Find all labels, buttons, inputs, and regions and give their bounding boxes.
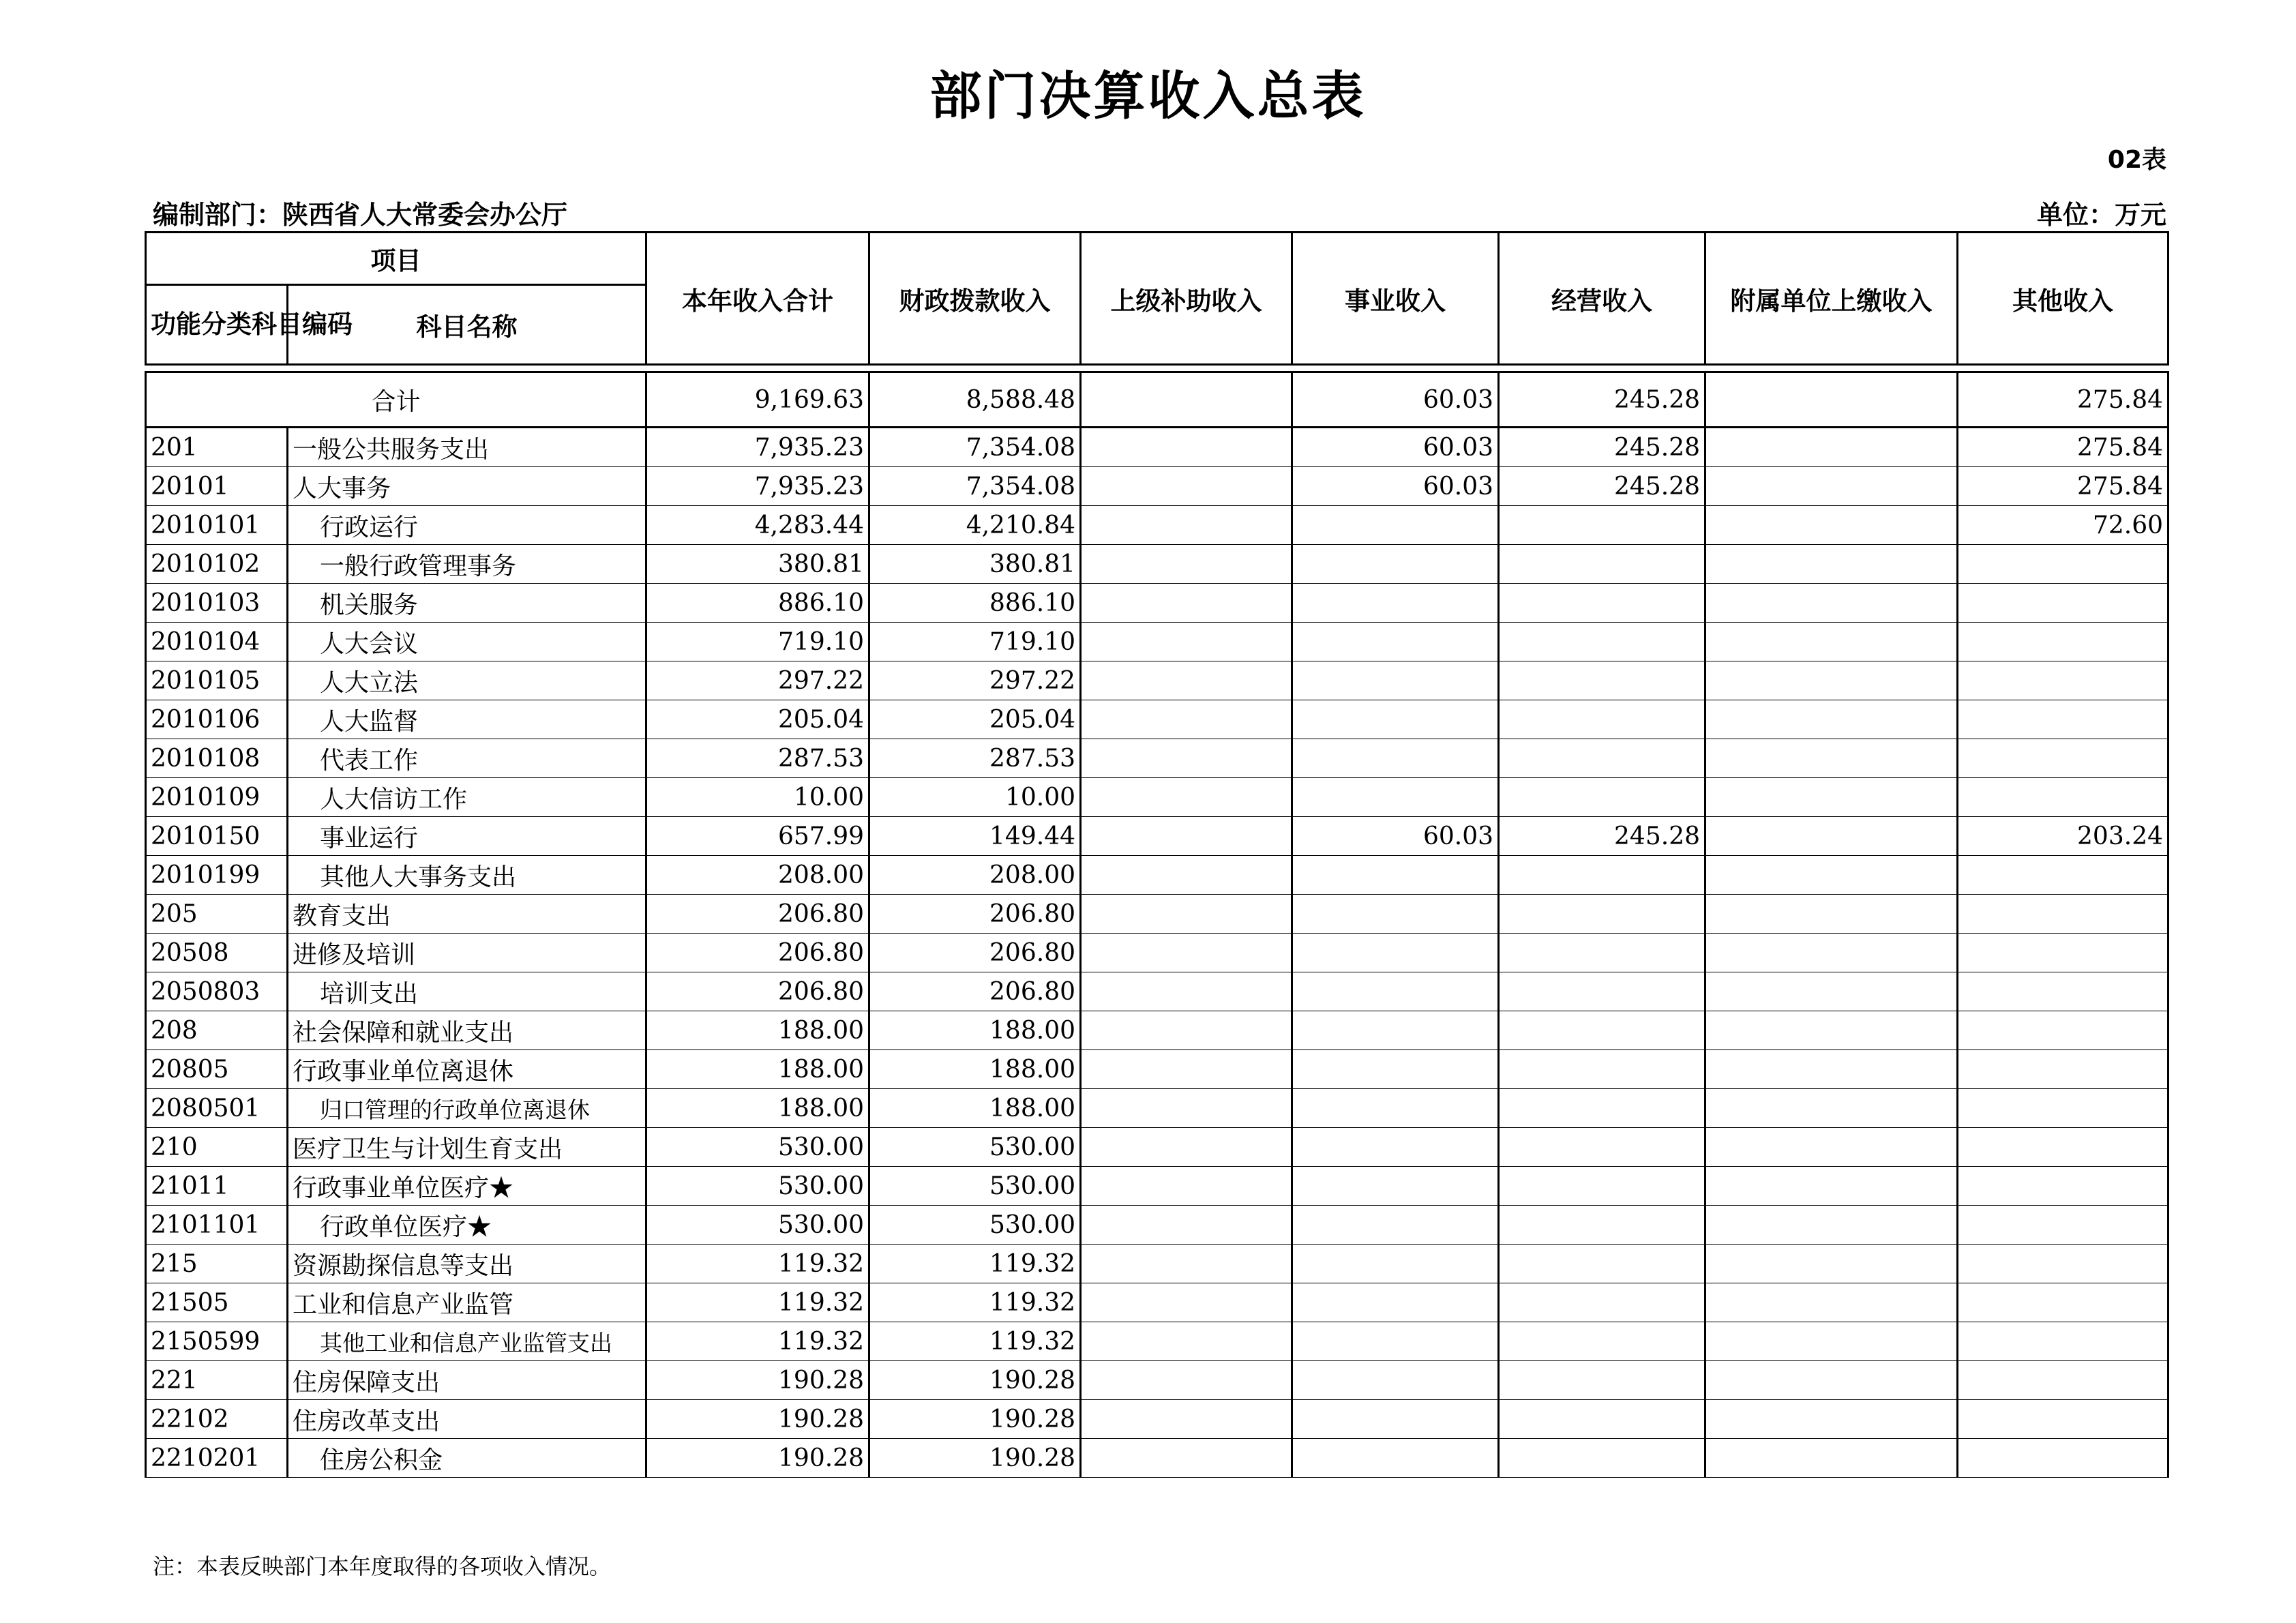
- row-total: 206.80: [646, 972, 869, 1011]
- row-name: 行政运行: [288, 506, 646, 545]
- row-total: 657.99: [646, 817, 869, 856]
- row-affiliated: [1705, 934, 1958, 972]
- row-affiliated: [1705, 1322, 1958, 1361]
- row-code: 201: [146, 428, 288, 467]
- row-affiliated: [1705, 506, 1958, 545]
- row-affiliated: [1705, 700, 1958, 739]
- row-other: [1958, 1400, 2168, 1439]
- row-code: 2080501: [146, 1089, 288, 1128]
- row-name: 人大会议: [288, 623, 646, 661]
- row-business: [1292, 1089, 1499, 1128]
- table-row: [146, 1283, 2168, 1322]
- row-fiscal: 188.00: [869, 1011, 1081, 1050]
- row-code: 22102: [146, 1400, 288, 1439]
- row-business: [1292, 856, 1499, 895]
- table-row: [146, 661, 2168, 700]
- row-code: 208: [146, 1011, 288, 1050]
- row-name: 医疗卫生与计划生育支出: [288, 1128, 646, 1167]
- row-affiliated: [1705, 895, 1958, 934]
- row-code: 2010105: [146, 661, 288, 700]
- row-business: [1292, 545, 1499, 584]
- header-total: 本年收入合计: [646, 233, 869, 365]
- row-affiliated: [1705, 1089, 1958, 1128]
- row-business: [1292, 1011, 1499, 1050]
- row-superior: [1081, 584, 1292, 623]
- row-fiscal: 530.00: [869, 1206, 1081, 1245]
- row-fiscal: 297.22: [869, 661, 1081, 700]
- row-other: [1958, 934, 2168, 972]
- row-operating: [1499, 778, 1705, 817]
- row-name: 人大立法: [288, 661, 646, 700]
- row-code: 2010150: [146, 817, 288, 856]
- row-operating: [1499, 1439, 1705, 1478]
- row-operating: [1499, 934, 1705, 972]
- row-name: 一般行政管理事务: [288, 545, 646, 584]
- row-code: 205: [146, 895, 288, 934]
- row-code: 210: [146, 1128, 288, 1167]
- row-operating: [1499, 1322, 1705, 1361]
- header-row-1: [146, 233, 2168, 285]
- row-other: [1958, 972, 2168, 1011]
- table-row: [146, 506, 2168, 545]
- row-other: [1958, 623, 2168, 661]
- row-code: 2050803: [146, 972, 288, 1011]
- header-other: 其他收入: [1958, 233, 2168, 365]
- row-other: [1958, 1128, 2168, 1167]
- row-affiliated: [1705, 1128, 1958, 1167]
- row-fiscal: 119.32: [869, 1322, 1081, 1361]
- row-superior: [1081, 661, 1292, 700]
- table-row: [146, 1167, 2168, 1206]
- row-superior: [1081, 1050, 1292, 1089]
- row-business: [1292, 739, 1499, 778]
- row-operating: [1499, 1167, 1705, 1206]
- table-row: [146, 1011, 2168, 1050]
- row-superior: [1081, 506, 1292, 545]
- row-other: 275.84: [1958, 467, 2168, 506]
- row-other: 275.84: [1958, 428, 2168, 467]
- row-superior: [1081, 1283, 1292, 1322]
- table-row: [146, 1439, 2168, 1478]
- row-operating: [1499, 1206, 1705, 1245]
- row-name: 行政事业单位离退休: [288, 1050, 646, 1089]
- row-business: [1292, 1206, 1499, 1245]
- header-business: 事业收入: [1292, 233, 1499, 365]
- row-superior: [1081, 1167, 1292, 1206]
- total-affiliated: [1705, 372, 1958, 428]
- row-operating: [1499, 584, 1705, 623]
- row-code: 215: [146, 1245, 288, 1283]
- table-row: [146, 934, 2168, 972]
- row-fiscal: 208.00: [869, 856, 1081, 895]
- row-business: [1292, 584, 1499, 623]
- row-superior: [1081, 1206, 1292, 1245]
- row-superior: [1081, 1361, 1292, 1400]
- row-total: 119.32: [646, 1245, 869, 1283]
- header-name: 科目名称: [288, 285, 646, 365]
- row-other: 203.24: [1958, 817, 2168, 856]
- row-total: 188.00: [646, 1050, 869, 1089]
- row-total: 530.00: [646, 1128, 869, 1167]
- row-name: 其他工业和信息产业监管支出: [288, 1322, 646, 1361]
- department-label: 编制部门：陕西省人大常委会办公厅: [153, 200, 568, 230]
- row-superior: [1081, 1011, 1292, 1050]
- table-row: [146, 1400, 2168, 1439]
- row-code: 2010103: [146, 584, 288, 623]
- row-fiscal: 719.10: [869, 623, 1081, 661]
- row-superior: [1081, 467, 1292, 506]
- row-name: 住房改革支出: [288, 1400, 646, 1439]
- row-code: 2010108: [146, 739, 288, 778]
- row-superior: [1081, 856, 1292, 895]
- row-other: [1958, 700, 2168, 739]
- row-affiliated: [1705, 1361, 1958, 1400]
- total-fiscal: 8,588.48: [869, 372, 1081, 428]
- row-operating: [1499, 1050, 1705, 1089]
- row-other: [1958, 1322, 2168, 1361]
- row-other: [1958, 778, 2168, 817]
- row-business: [1292, 1128, 1499, 1167]
- row-name: 工业和信息产业监管: [288, 1283, 646, 1322]
- spacer-row: [146, 365, 2168, 372]
- row-other: [1958, 739, 2168, 778]
- table-row: [146, 739, 2168, 778]
- row-fiscal: 190.28: [869, 1400, 1081, 1439]
- row-name: 归口管理的行政单位离退休: [288, 1089, 646, 1128]
- row-affiliated: [1705, 467, 1958, 506]
- row-fiscal: 530.00: [869, 1167, 1081, 1206]
- row-fiscal: 530.00: [869, 1128, 1081, 1167]
- table-row: [146, 817, 2168, 856]
- total-business: 60.03: [1292, 372, 1499, 428]
- row-fiscal: 190.28: [869, 1439, 1081, 1478]
- row-name: 一般公共服务支出: [288, 428, 646, 467]
- row-operating: [1499, 623, 1705, 661]
- row-total: 190.28: [646, 1361, 869, 1400]
- row-operating: [1499, 856, 1705, 895]
- row-affiliated: [1705, 1245, 1958, 1283]
- row-business: [1292, 1439, 1499, 1478]
- row-affiliated: [1705, 584, 1958, 623]
- row-business: [1292, 1400, 1499, 1439]
- row-fiscal: 119.32: [869, 1283, 1081, 1322]
- row-superior: [1081, 895, 1292, 934]
- row-affiliated: [1705, 1167, 1958, 1206]
- row-operating: [1499, 661, 1705, 700]
- table-row: [146, 895, 2168, 934]
- row-superior: [1081, 1322, 1292, 1361]
- row-superior: [1081, 545, 1292, 584]
- header-fiscal: 财政拨款收入: [869, 233, 1081, 365]
- row-total: 297.22: [646, 661, 869, 700]
- row-fiscal: 205.04: [869, 700, 1081, 739]
- unit-label: 单位：万元: [2036, 200, 2166, 230]
- total-superior: [1081, 372, 1292, 428]
- row-operating: 245.28: [1499, 467, 1705, 506]
- row-operating: 245.28: [1499, 817, 1705, 856]
- header-operating: 经营收入: [1499, 233, 1705, 365]
- row-superior: [1081, 934, 1292, 972]
- row-fiscal: 7,354.08: [869, 467, 1081, 506]
- row-operating: [1499, 545, 1705, 584]
- row-affiliated: [1705, 1439, 1958, 1478]
- row-operating: [1499, 1361, 1705, 1400]
- row-affiliated: [1705, 778, 1958, 817]
- row-business: [1292, 1322, 1499, 1361]
- row-code: 221: [146, 1361, 288, 1400]
- row-superior: [1081, 817, 1292, 856]
- footnote: 注：本表反映部门本年度取得的各项收入情况。: [153, 1553, 612, 1579]
- row-name: 人大事务: [288, 467, 646, 506]
- row-business: [1292, 700, 1499, 739]
- row-code: 2010199: [146, 856, 288, 895]
- row-name: 资源勘探信息等支出: [288, 1245, 646, 1283]
- row-code: 2210201: [146, 1439, 288, 1478]
- total-row: [146, 372, 2168, 428]
- page-title: 部门决算收入总表: [929, 65, 1367, 126]
- row-fiscal: 10.00: [869, 778, 1081, 817]
- row-affiliated: [1705, 972, 1958, 1011]
- row-code: 2010101: [146, 506, 288, 545]
- row-operating: [1499, 739, 1705, 778]
- row-code: 21011: [146, 1167, 288, 1206]
- row-business: [1292, 1361, 1499, 1400]
- row-business: 60.03: [1292, 428, 1499, 467]
- row-affiliated: [1705, 856, 1958, 895]
- total-operating: 245.28: [1499, 372, 1705, 428]
- row-other: [1958, 1283, 2168, 1322]
- row-total: 188.00: [646, 1089, 869, 1128]
- row-affiliated: [1705, 1283, 1958, 1322]
- row-fiscal: 190.28: [869, 1361, 1081, 1400]
- row-other: [1958, 895, 2168, 934]
- row-name: 住房保障支出: [288, 1361, 646, 1400]
- table-number: 02表: [2107, 146, 2166, 174]
- table-row: [146, 428, 2168, 467]
- row-affiliated: [1705, 1206, 1958, 1245]
- row-name: 其他人大事务支出: [288, 856, 646, 895]
- row-fiscal: 380.81: [869, 545, 1081, 584]
- row-other: [1958, 1439, 2168, 1478]
- row-superior: [1081, 700, 1292, 739]
- header-code: 功能分类科目编码: [146, 285, 288, 365]
- row-affiliated: [1705, 661, 1958, 700]
- row-fiscal: 119.32: [869, 1245, 1081, 1283]
- row-total: 206.80: [646, 934, 869, 972]
- row-name: 培训支出: [288, 972, 646, 1011]
- row-affiliated: [1705, 817, 1958, 856]
- row-fiscal: 287.53: [869, 739, 1081, 778]
- row-code: 20805: [146, 1050, 288, 1089]
- row-name: 机关服务: [288, 584, 646, 623]
- row-total: 719.10: [646, 623, 869, 661]
- row-other: [1958, 856, 2168, 895]
- row-affiliated: [1705, 545, 1958, 584]
- row-code: 2010102: [146, 545, 288, 584]
- row-other: [1958, 584, 2168, 623]
- table-row: [146, 700, 2168, 739]
- row-other: [1958, 1050, 2168, 1089]
- row-other: [1958, 1011, 2168, 1050]
- row-total: 287.53: [646, 739, 869, 778]
- table-row: [146, 623, 2168, 661]
- row-business: 60.03: [1292, 817, 1499, 856]
- row-name: 进修及培训: [288, 934, 646, 972]
- row-code: 2150599: [146, 1322, 288, 1361]
- header-superior: 上级补助收入: [1081, 233, 1292, 365]
- table-row: [146, 545, 2168, 584]
- row-total: 119.32: [646, 1322, 869, 1361]
- row-total: 4,283.44: [646, 506, 869, 545]
- row-operating: [1499, 972, 1705, 1011]
- row-name: 代表工作: [288, 739, 646, 778]
- row-affiliated: [1705, 428, 1958, 467]
- header-item: 项目: [146, 233, 646, 285]
- row-operating: 245.28: [1499, 428, 1705, 467]
- row-name: 教育支出: [288, 895, 646, 934]
- row-business: [1292, 1050, 1499, 1089]
- row-business: [1292, 1283, 1499, 1322]
- row-name: 住房公积金: [288, 1439, 646, 1478]
- row-superior: [1081, 739, 1292, 778]
- row-business: [1292, 1245, 1499, 1283]
- total-label: 合计: [146, 372, 646, 428]
- total-other: 275.84: [1958, 372, 2168, 428]
- row-other: [1958, 1089, 2168, 1128]
- row-other: [1958, 1206, 2168, 1245]
- row-business: [1292, 506, 1499, 545]
- table-row: [146, 1089, 2168, 1128]
- row-operating: [1499, 700, 1705, 739]
- row-total: 7,935.23: [646, 467, 869, 506]
- row-total: 7,935.23: [646, 428, 869, 467]
- row-fiscal: 206.80: [869, 895, 1081, 934]
- row-affiliated: [1705, 1011, 1958, 1050]
- row-business: [1292, 1167, 1499, 1206]
- row-superior: [1081, 1400, 1292, 1439]
- row-superior: [1081, 623, 1292, 661]
- row-operating: [1499, 1011, 1705, 1050]
- row-superior: [1081, 1128, 1292, 1167]
- row-fiscal: 188.00: [869, 1050, 1081, 1089]
- row-other: [1958, 1361, 2168, 1400]
- row-total: 10.00: [646, 778, 869, 817]
- row-operating: [1499, 1089, 1705, 1128]
- row-name: 社会保障和就业支出: [288, 1011, 646, 1050]
- row-name: 行政单位医疗★: [288, 1206, 646, 1245]
- row-other: [1958, 545, 2168, 584]
- row-operating: [1499, 1283, 1705, 1322]
- row-fiscal: 206.80: [869, 972, 1081, 1011]
- row-total: 380.81: [646, 545, 869, 584]
- row-fiscal: 188.00: [869, 1089, 1081, 1128]
- row-other: [1958, 1245, 2168, 1283]
- row-fiscal: 149.44: [869, 817, 1081, 856]
- row-code: 2010104: [146, 623, 288, 661]
- table-row: [146, 856, 2168, 895]
- income-table: [145, 231, 2169, 1478]
- row-total: 208.00: [646, 856, 869, 895]
- row-total: 190.28: [646, 1439, 869, 1478]
- row-affiliated: [1705, 623, 1958, 661]
- table-row: [146, 1206, 2168, 1245]
- row-fiscal: 206.80: [869, 934, 1081, 972]
- row-code: 2010106: [146, 700, 288, 739]
- row-business: [1292, 778, 1499, 817]
- row-total: 530.00: [646, 1206, 869, 1245]
- table-row: [146, 778, 2168, 817]
- table-row: [146, 467, 2168, 506]
- row-total: 119.32: [646, 1283, 869, 1322]
- row-superior: [1081, 778, 1292, 817]
- table-row: [146, 1128, 2168, 1167]
- row-superior: [1081, 1439, 1292, 1478]
- row-affiliated: [1705, 1400, 1958, 1439]
- row-business: [1292, 972, 1499, 1011]
- row-superior: [1081, 428, 1292, 467]
- row-name: 事业运行: [288, 817, 646, 856]
- row-other: [1958, 1167, 2168, 1206]
- row-fiscal: 886.10: [869, 584, 1081, 623]
- row-name: 行政事业单位医疗★: [288, 1167, 646, 1206]
- row-operating: [1499, 1245, 1705, 1283]
- table-row: [146, 1322, 2168, 1361]
- row-superior: [1081, 1089, 1292, 1128]
- row-name: 人大信访工作: [288, 778, 646, 817]
- row-fiscal: 4,210.84: [869, 506, 1081, 545]
- row-code: 20508: [146, 934, 288, 972]
- row-total: 188.00: [646, 1011, 869, 1050]
- total-total: 9,169.63: [646, 372, 869, 428]
- row-other: [1958, 661, 2168, 700]
- row-code: 2101101: [146, 1206, 288, 1245]
- row-other: 72.60: [1958, 506, 2168, 545]
- row-operating: [1499, 506, 1705, 545]
- row-affiliated: [1705, 1050, 1958, 1089]
- row-code: 20101: [146, 467, 288, 506]
- row-operating: [1499, 1128, 1705, 1167]
- table-row: [146, 1361, 2168, 1400]
- row-name: 人大监督: [288, 700, 646, 739]
- row-fiscal: 7,354.08: [869, 428, 1081, 467]
- row-business: 60.03: [1292, 467, 1499, 506]
- row-business: [1292, 895, 1499, 934]
- row-operating: [1499, 895, 1705, 934]
- table-row: [146, 972, 2168, 1011]
- row-business: [1292, 623, 1499, 661]
- row-code: 21505: [146, 1283, 288, 1322]
- row-total: 886.10: [646, 584, 869, 623]
- row-operating: [1499, 1400, 1705, 1439]
- row-superior: [1081, 972, 1292, 1011]
- row-total: 190.28: [646, 1400, 869, 1439]
- row-business: [1292, 661, 1499, 700]
- row-superior: [1081, 1245, 1292, 1283]
- row-total: 206.80: [646, 895, 869, 934]
- table-row: [146, 584, 2168, 623]
- table-row: [146, 1050, 2168, 1089]
- row-code: 2010109: [146, 778, 288, 817]
- row-total: 205.04: [646, 700, 869, 739]
- table-row: [146, 1245, 2168, 1283]
- header-affiliated: 附属单位上缴收入: [1705, 233, 1958, 365]
- row-total: 530.00: [646, 1167, 869, 1206]
- row-business: [1292, 934, 1499, 972]
- row-affiliated: [1705, 739, 1958, 778]
